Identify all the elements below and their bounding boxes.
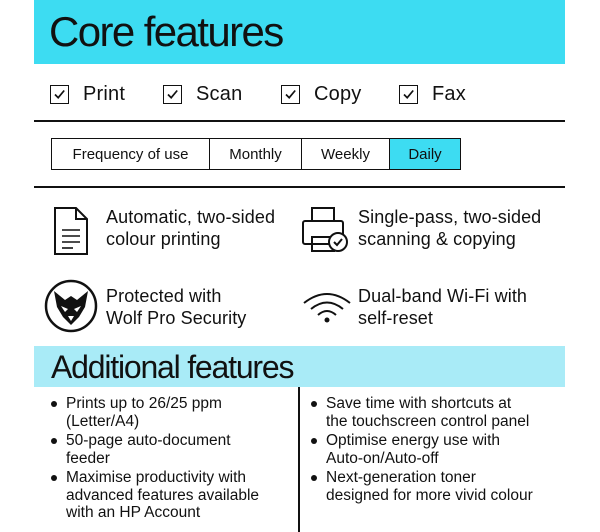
checkbox-icon	[163, 85, 182, 104]
core-features-title: Core features	[49, 8, 283, 55]
list-item	[310, 395, 572, 430]
checkbox-icon	[281, 85, 300, 104]
frequency-option-daily: Daily	[390, 139, 460, 169]
wolf-shield-icon	[44, 279, 98, 333]
check-fax	[399, 79, 466, 109]
printer-check-icon	[300, 206, 354, 260]
check-label-copy: Copy	[314, 82, 362, 105]
feature-text-line: colour printing	[106, 229, 221, 249]
additional-features-right-list	[310, 395, 572, 506]
feature-two-sided-printing	[46, 206, 275, 260]
list-item	[310, 432, 572, 467]
list-item	[310, 469, 572, 504]
list-item-line: Optimise energy use with	[326, 432, 501, 449]
checkbox-icon	[50, 85, 69, 104]
additional-features-title: Additional features	[51, 349, 294, 385]
list-item-line: Next-generation toner	[326, 469, 476, 486]
check-label-fax: Fax	[432, 82, 466, 105]
additional-features-banner	[34, 346, 565, 387]
check-label-print: Print	[83, 82, 126, 105]
list-item-line: 50-page auto-document	[66, 432, 231, 449]
feature-text-line: Dual-band Wi-Fi with	[358, 286, 528, 306]
frequency-option-weekly: Weekly	[302, 139, 390, 169]
list-item	[50, 469, 294, 522]
list-item-line: advanced features available	[66, 486, 260, 504]
check-print	[50, 79, 125, 109]
list-item-line: (Letter/A4)	[66, 412, 140, 430]
divider-2	[34, 186, 565, 188]
wifi-icon	[300, 279, 354, 333]
core-features-banner	[34, 0, 565, 64]
list-item-line: Maximise productivity with	[66, 469, 247, 486]
feature-dual-band-wifi	[300, 279, 527, 333]
feature-text-line: self-reset	[358, 308, 434, 328]
frequency-of-use-scale	[51, 138, 461, 170]
check-scan	[163, 79, 242, 109]
list-item	[50, 395, 294, 430]
feature-text-line: Automatic, two-sided	[106, 207, 276, 227]
checkbox-icon	[399, 85, 418, 104]
list-item-line: designed for more vivid colour	[326, 486, 533, 504]
divider-1	[34, 120, 565, 122]
frequency-option-monthly: Monthly	[210, 139, 302, 169]
frequency-label: Frequency of use	[52, 139, 210, 169]
check-label-scan: Scan	[196, 82, 243, 105]
column-divider	[298, 387, 300, 532]
feature-text-line: Single-pass, two-sided	[358, 207, 542, 227]
list-item-line: Prints up to 26/25 ppm	[66, 395, 222, 412]
feature-text-line: scanning & copying	[358, 229, 516, 249]
feature-single-pass-scanning	[300, 206, 541, 260]
list-item-line: the touchscreen control panel	[326, 412, 530, 430]
list-item-line: Auto-on/Auto-off	[326, 449, 439, 467]
feature-text-line: Wolf Pro Security	[106, 308, 247, 328]
list-item-line: Save time with shortcuts at	[326, 395, 512, 412]
list-item-line: with an HP Account	[66, 504, 201, 521]
feature-text-line: Protected with	[106, 286, 222, 306]
feature-wolf-security	[44, 279, 246, 333]
document-icon	[46, 206, 100, 260]
list-item	[50, 432, 294, 467]
additional-features-left-list	[50, 395, 294, 524]
check-copy	[281, 79, 362, 109]
list-item-line: feeder	[66, 449, 110, 467]
